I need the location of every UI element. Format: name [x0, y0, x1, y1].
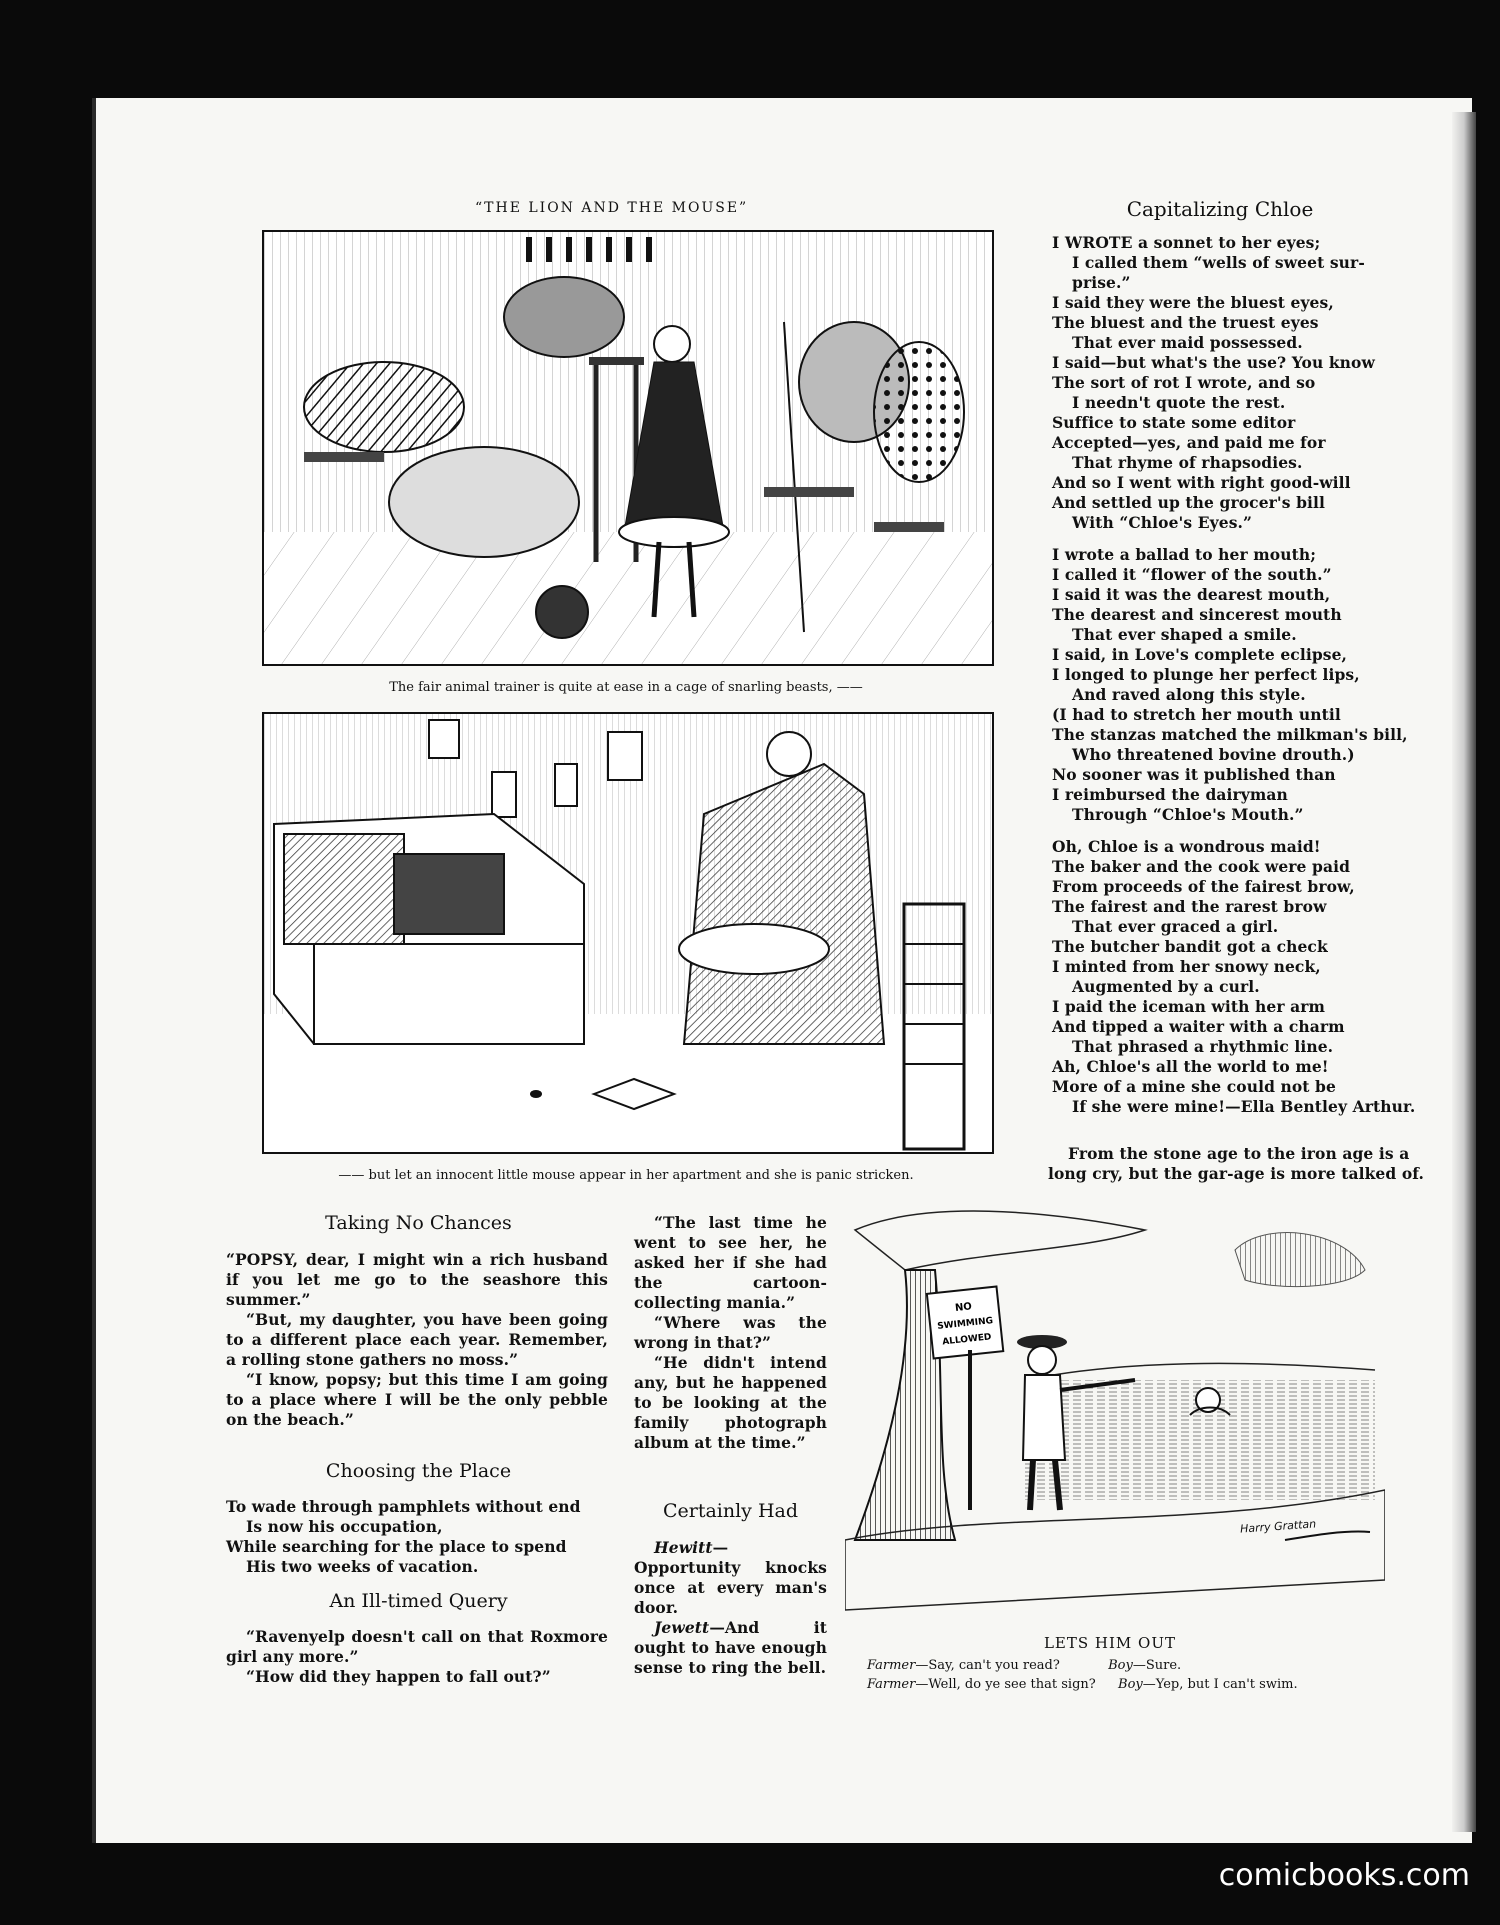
query-title: An Ill-timed Query [329, 1590, 508, 1612]
certainly-para [634, 1538, 827, 1618]
mouse-illustration [262, 712, 994, 1154]
site-watermark: comicbooks.com [1218, 1858, 1470, 1893]
poem-line: The bluest and the truest eyes [1052, 313, 1319, 332]
taking-para: “POPSY, dear, I might win a rich husband if you let me go to the seashore this summer.” [226, 1250, 608, 1309]
poem-line: I reimbursed the dairyman [1052, 785, 1288, 804]
poem-line: Ah, Chloe's all the world to me! [1052, 1057, 1329, 1076]
poem-line: From proceeds of the fairest brow, [1052, 877, 1355, 896]
poem-line: And raved along this style. [1072, 685, 1306, 704]
poem-line: To wade through pamphlets without end [226, 1497, 581, 1516]
poem-line: The sort of rot I wrote, and so [1052, 373, 1316, 392]
choosing-title: Choosing the Place [325, 1460, 512, 1482]
speaker-name: Jewett [654, 1618, 710, 1637]
mouse-caption: —— but let an innocent little mouse appear in her apartment and she is panic stricken. [338, 1168, 914, 1183]
speaker-line: —Well, do ye see that sign? [915, 1677, 1096, 1692]
poem-line: That ever graced a girl. [1072, 917, 1279, 936]
chloe-title: Capitalizing Chloe [1126, 197, 1314, 221]
taking-para: “I know, popsy; but this time I am going to a place where I will be the only pebble on the beach.” [226, 1370, 608, 1429]
poem-line: If she were mine!—Ella Bentley Arthur. [1072, 1097, 1416, 1116]
poem-line: While searching for the place to spend [226, 1537, 567, 1556]
speaker-line: —Say, can't you read? [915, 1658, 1060, 1673]
chloe-stanza-eyes [1052, 233, 1427, 533]
poem-line: I called them “wells of sweet sur- [1072, 253, 1365, 272]
poem-line: With “Chloe's Eyes.” [1072, 513, 1253, 532]
dialog-line [867, 1656, 1387, 1675]
poem-line: I minted from her snowy neck, [1052, 957, 1321, 976]
certainly-para [634, 1618, 827, 1678]
swimming-cartoon [845, 1210, 1385, 1640]
poem-line: (I had to stretch her mouth until [1052, 705, 1341, 724]
poem-line: Who threatened bovine drouth.) [1072, 745, 1355, 764]
poem-line: I WROTE a sonnet to her eyes; [1052, 233, 1321, 252]
taking-title: Taking No Chances [325, 1212, 512, 1234]
poem-line: And so I went with right good-will [1052, 473, 1351, 492]
poem-line: And tipped a waiter with a charm [1052, 1017, 1345, 1036]
poem-line: More of a mine she could not be [1052, 1077, 1336, 1096]
poem-line: prise.” [1072, 273, 1131, 292]
speaker-name: Farmer [867, 1677, 916, 1692]
speaker-line: —Yep, but I can't swim. [1142, 1677, 1298, 1692]
poem-line: That ever maid possessed. [1072, 333, 1303, 352]
cartoon-drawing [845, 1210, 1385, 1640]
poem-line: Is now his occupation, [246, 1517, 443, 1536]
lion-title: “THE LION AND THE MOUSE” [475, 200, 749, 216]
poem-line: I said they were the bluest eyes, [1052, 293, 1334, 312]
poem-line: I paid the iceman with her arm [1052, 997, 1325, 1016]
trainer-caption: The fair animal trainer is quite at ease in a cage of snarling beasts, —— [389, 680, 863, 695]
svg-text:SWIMMING: SWIMMING [936, 1316, 994, 1332]
cartoon-signature: Harry Grattan [1239, 1517, 1317, 1536]
cartoon-dialog [867, 1656, 1387, 1694]
speaker-line: —And it ought to have enough sense to ring the bell. [634, 1618, 827, 1677]
poem-line: The baker and the cook were paid [1052, 857, 1351, 876]
apartment-drawing [264, 714, 992, 1152]
poem-line: The stanzas matched the milkman's bill, [1052, 725, 1408, 744]
poem-line: I said, in Love's complete eclipse, [1052, 645, 1348, 664]
trainer-illustration [262, 230, 994, 666]
poem-line: No sooner was it published than [1052, 765, 1336, 784]
poem-line: That rhyme of rhapsodies. [1072, 453, 1303, 472]
chloe-poem [1052, 233, 1427, 1129]
certainly-title: Certainly Had [662, 1500, 799, 1522]
dialog-line [867, 1675, 1387, 1694]
poem-line: Augmented by a curl. [1072, 977, 1260, 996]
chloe-stanza-mouth [1052, 545, 1427, 825]
poem-line: That ever shaped a smile. [1072, 625, 1297, 644]
poem-line: Through “Chloe's Mouth.” [1072, 805, 1304, 824]
poem-line: And settled up the grocer's bill [1052, 493, 1325, 512]
poem-line: The butcher bandit got a check [1052, 937, 1328, 956]
poem-line: I needn't quote the rest. [1072, 393, 1286, 412]
speaker-line: —Sure. [1132, 1658, 1182, 1673]
poem-line: His two weeks of vacation. [246, 1557, 479, 1576]
query-para: “He didn't intend any, but he happened to be looking at the family photograph album at the time.” [634, 1353, 827, 1452]
garage-joke [1048, 1144, 1428, 1184]
query-text-right [634, 1213, 827, 1453]
query-text-left [226, 1627, 608, 1687]
lion-cage-drawing [264, 232, 992, 664]
poem-line: I wrote a ballad to her mouth; [1052, 545, 1317, 564]
query-para: “How did they happen to fall out?” [246, 1667, 551, 1686]
taking-para: “But, my daughter, you have been going to a different place each year. Remember, a rolling stone gathers no moss.” [226, 1310, 608, 1369]
chloe-stanza-brow [1052, 837, 1427, 1117]
cartoon-title: LETS HIM OUT [1043, 1634, 1177, 1652]
poem-line: The fairest and the rarest brow [1052, 897, 1327, 916]
query-para: “Where was the wrong in that?” [634, 1313, 827, 1352]
poem-line: The dearest and sincerest mouth [1052, 605, 1342, 624]
poem-line: I said it was the dearest mouth, [1052, 585, 1331, 604]
query-para: “The last time he went to see her, he asked her if she had the cartoon-collecting mania.” [634, 1213, 827, 1312]
speaker-name: Boy [1108, 1658, 1133, 1673]
query-para: “Ravenyelp doesn't call on that Roxmore girl any more.” [226, 1627, 608, 1666]
speaker-line: — Opportunity knocks once at every man's door. [634, 1538, 827, 1617]
poem-line: Oh, Chloe is a wondrous maid! [1052, 837, 1321, 856]
svg-text:ALLOWED: ALLOWED [941, 1332, 992, 1348]
taking-text [226, 1250, 608, 1430]
speaker-name: Farmer [867, 1658, 916, 1673]
speaker-name: Boy [1118, 1677, 1143, 1692]
speaker-name: Hewitt [654, 1538, 713, 1557]
svg-text:NO: NO [954, 1301, 973, 1314]
certainly-text [634, 1538, 827, 1678]
poem-line: Suffice to state some editor [1052, 413, 1296, 432]
page-gutter [1452, 112, 1476, 1832]
poem-line: That phrased a rhythmic line. [1072, 1037, 1334, 1056]
garage-joke-text: From the stone age to the iron age is a long cry, but the gar-age is more talked of. [1048, 1144, 1424, 1183]
poem-line: I called it “flower of the south.” [1052, 565, 1332, 584]
choosing-poem [226, 1497, 608, 1577]
poem-line: I said—but what's the use? You know [1052, 353, 1375, 372]
poem-line: I longed to plunge her perfect lips, [1052, 665, 1360, 684]
poem-line: Accepted—yes, and paid me for [1052, 433, 1326, 452]
